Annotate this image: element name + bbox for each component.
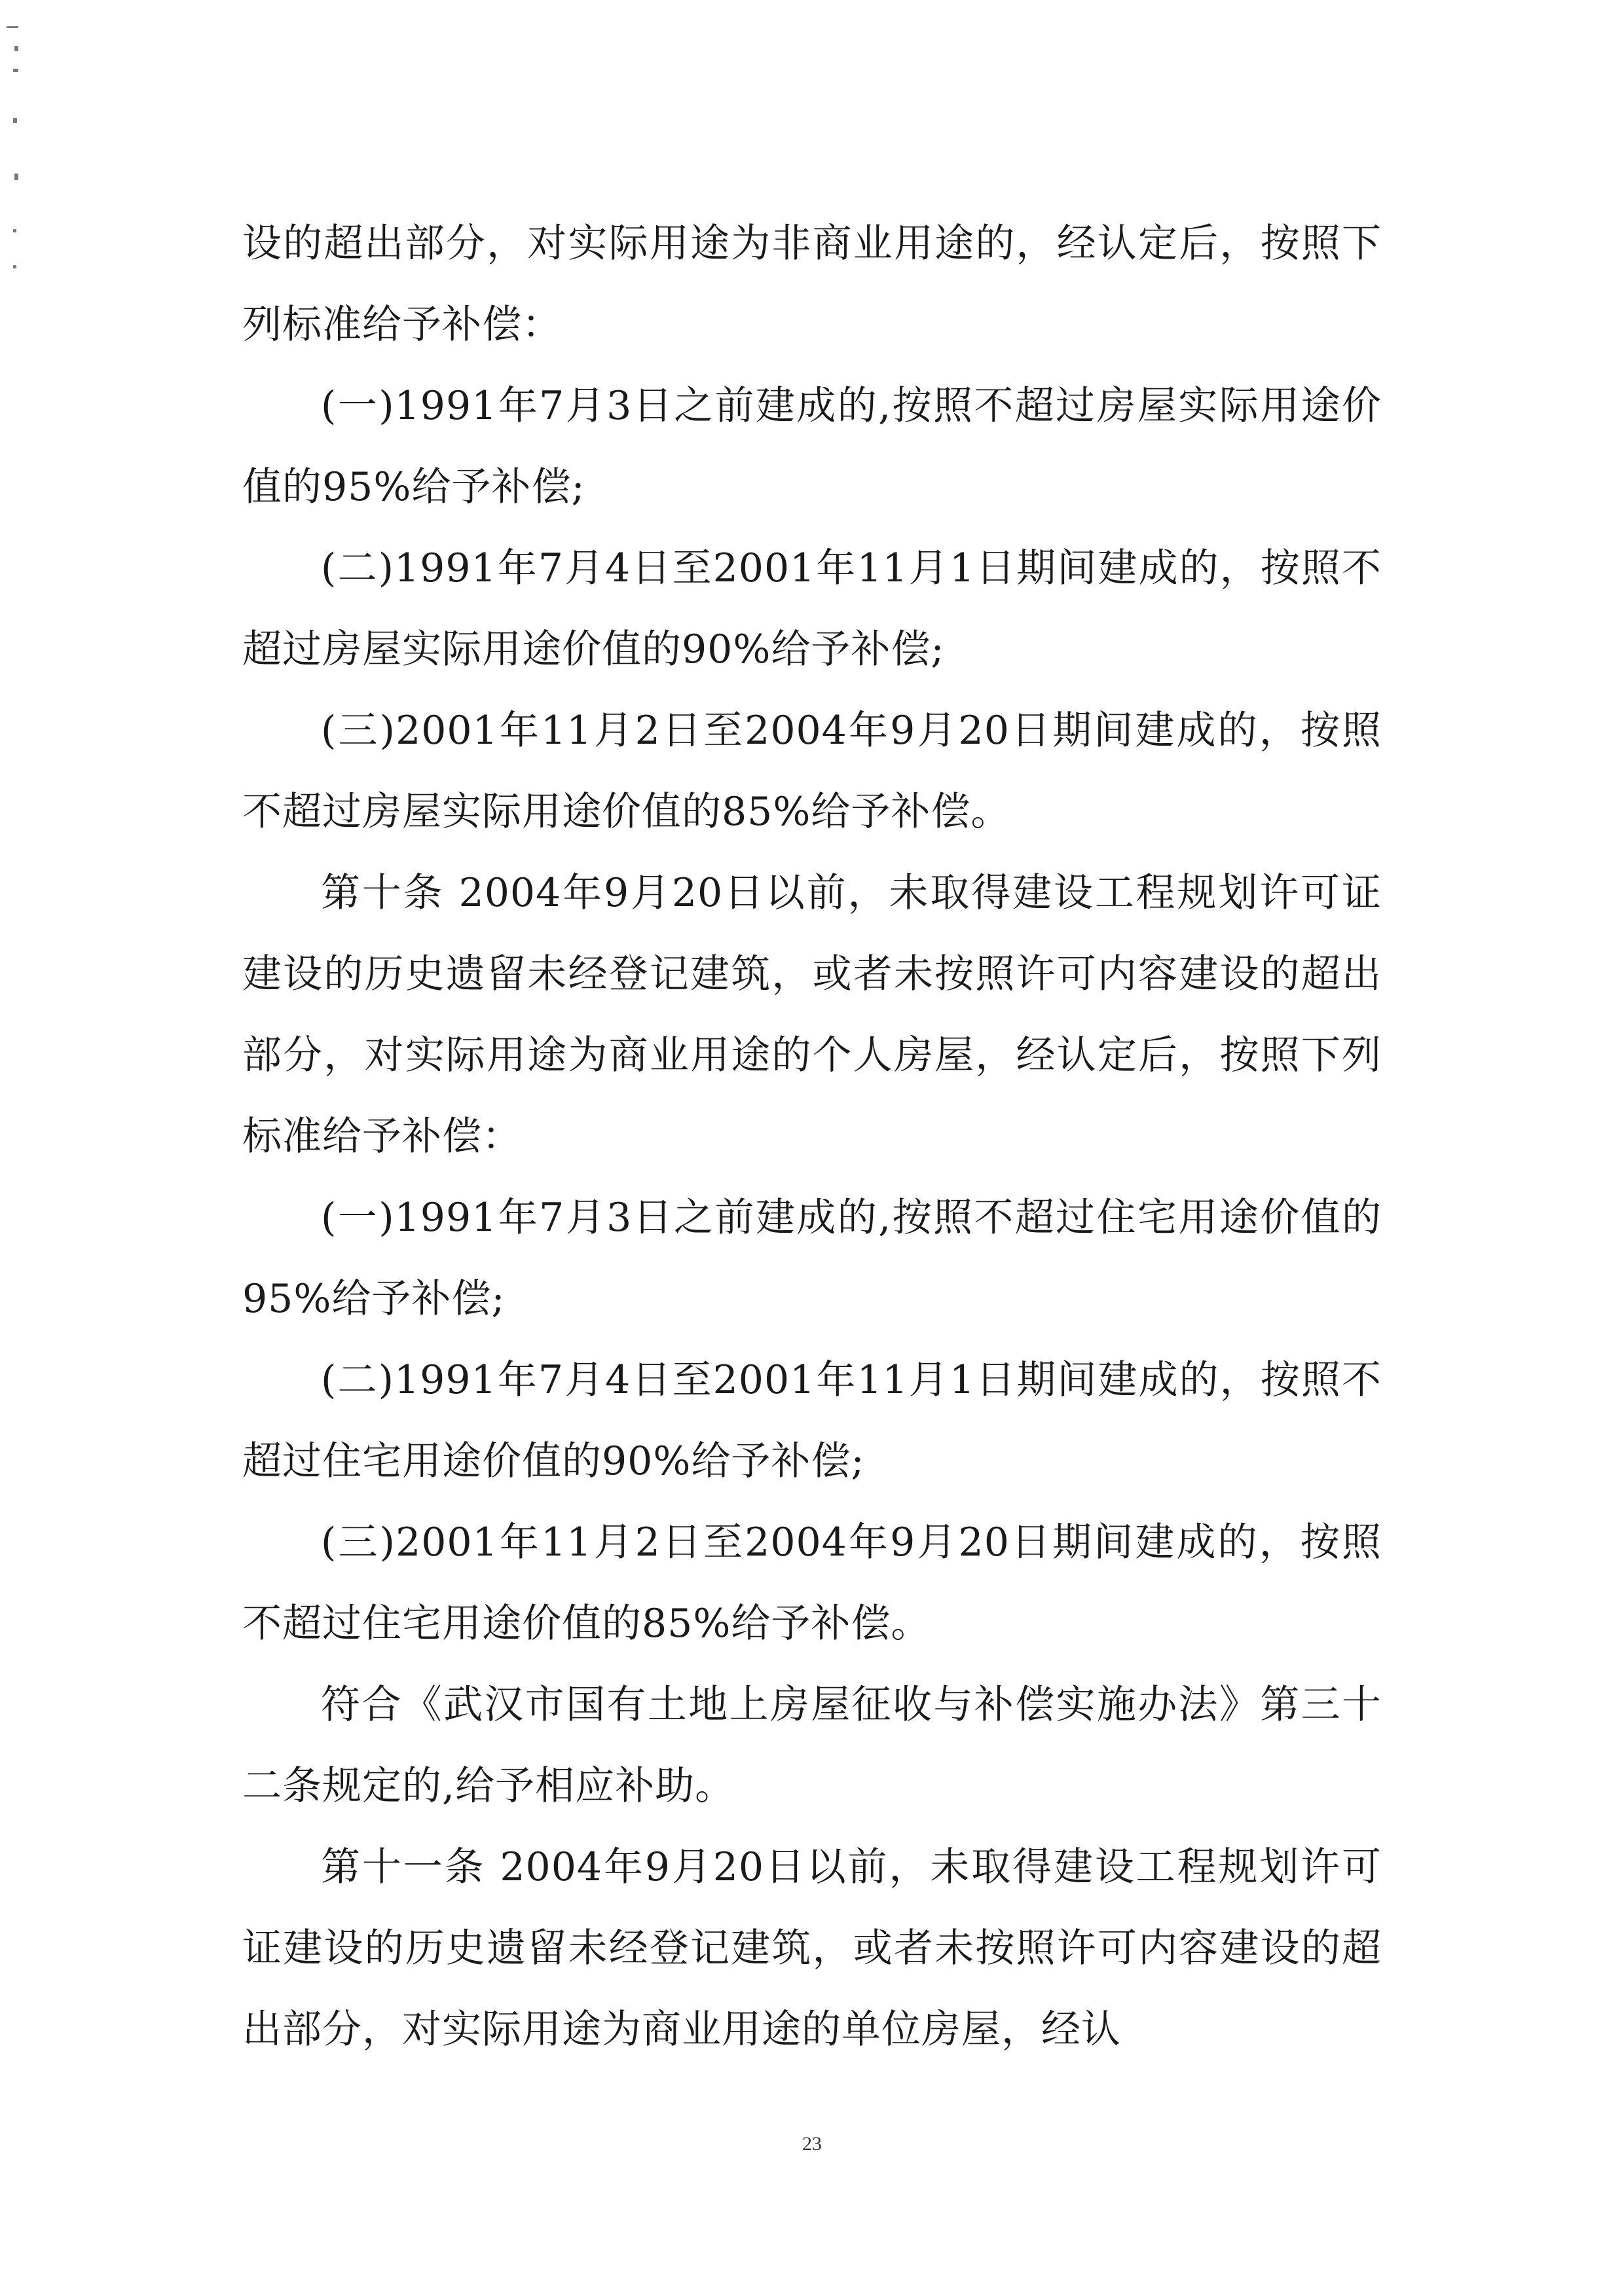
scan-artifact-mark bbox=[13, 265, 16, 268]
paragraph-continuation: 设的超出部分，对实际用途为非商业用途的，经认定后，按照下列标准给予补偿： bbox=[242, 221, 1382, 348]
paragraph-article-11: 第十一条 2004年9月20日以前，未取得建设工程规划许可证建设的历史遗留未经登记建筑，或者未按照许可内容建设的超出部分，对实际用途为商业用途的单位房屋，经认 bbox=[242, 1844, 1382, 2052]
paragraph-item-1: (一)1991年7月3日之前建成的,按照不超过房屋实际用途价值的95%给予补偿; bbox=[242, 383, 1382, 510]
paragraph-item-2: (二)1991年7月4日至2001年11月1日期间建成的，按照不超过房屋实际用途价值的90%给予补偿; bbox=[242, 545, 1382, 672]
scan-artifact-mark bbox=[14, 173, 18, 180]
paragraph-article-10: 第十条 2004年9月20日以前，未取得建设工程规划许可证建设的历史遗留未经登记建筑，或者未按照许可内容建设的超出部分，对实际用途为商业用途的个人房屋，经认定后，按照下列标准给予补偿： bbox=[242, 870, 1382, 1159]
paragraph-item-1: (一)1991年7月3日之前建成的,按照不超过住宅用途价值的95%给予补偿; bbox=[242, 1195, 1382, 1322]
scan-artifact-mark bbox=[13, 118, 17, 123]
document-body bbox=[242, 203, 1382, 2070]
scan-artifact-mark bbox=[14, 46, 18, 51]
paragraph-item-3: (三)2001年11月2日至2004年9月20日期间建成的，按照不超过住宅用途价值的85%给予补偿。 bbox=[242, 1520, 1382, 1647]
page-number: 23 bbox=[802, 2133, 822, 2155]
paragraph-item-3: (三)2001年11月2日至2004年9月20日期间建成的，按照不超过房屋实际用途价值的85%给予补偿。 bbox=[242, 708, 1382, 835]
paragraph-item-2: (二)1991年7月4日至2001年11月1日期间建成的，按照不超过住宅用途价值的90%给予补偿; bbox=[242, 1357, 1382, 1484]
scan-artifact-mark bbox=[13, 229, 16, 232]
scan-artifact-mark bbox=[13, 69, 18, 72]
scan-artifact-mark bbox=[7, 26, 18, 28]
paragraph-subsidy-note: 符合《武汉市国有土地上房屋征收与补偿实施办法》第三十二条规定的,给予相应补助。 bbox=[242, 1682, 1382, 1809]
